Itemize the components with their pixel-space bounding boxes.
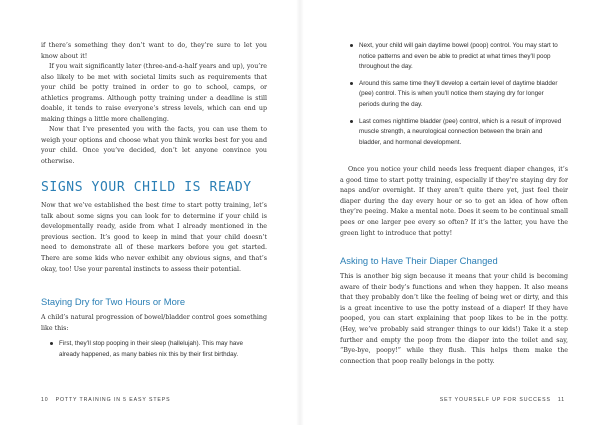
paragraph: This is another big sign because it means that your child is becoming aware of their body’s functions and when they happen. It also means that they probably don’t like the feeling of being wet or dirty, and this is a great incentive to use the potty instead of a diaper! If they have pooped, you can start explaining that poop likes to be in the potty. (Hey, we’ve probably said stranger things to our kids!) Take it a step further and empty the poop from the diaper into the toilet and say, “Bye-bye, poopy!” while they flush. This helps them make the connection that poop really belongs in the potty. [340, 273, 568, 365]
list-item: Next, your child will gain daytime bowel (poop) control. You may start to notice patterns and even be able to predict at what times they’ll poop throughout the day. [350, 41, 564, 73]
footer-right [440, 397, 572, 403]
footer-left [34, 397, 171, 403]
bullet-icon [50, 342, 53, 345]
running-title: SET YOURSELF UP FOR SUCCESS [439, 397, 551, 403]
bullet-icon [350, 82, 353, 85]
paragraph: A child’s natural progression of bowel/bladder control goes something like this: [41, 314, 267, 332]
page-number: 11 [557, 397, 565, 403]
page-number: 10 [41, 397, 49, 403]
right-page [300, 0, 600, 425]
section-heading: SIGNS YOUR CHILD IS READY [41, 180, 252, 195]
paragraph: Now that I’ve presented you with the facts, you can use them to weigh your options and choose what you think works best for you and your child. Once you’ve decided, don’t let anyone convince you otherwise. [41, 126, 267, 165]
subheading: Asking to Have Their Diaper Changed [340, 255, 498, 266]
bullet-list [50, 339, 264, 366]
paragraph: Once you notice your child needs less frequent diaper changes, it’s a good time to start potty training, especially if they’re staying dry for naps and/or overnight. If they aren’t quite there yet, just feel their diaper during the day every hour or so to get an idea of how often they’re peeing. Make a mental note. Does it seem to be continual small pees or one larger pee every so often? If it’s the latter, you have the green light to introduce that potty! [340, 166, 568, 237]
bullet-icon [350, 44, 353, 47]
bullet-icon [350, 120, 353, 123]
paragraph: if there’s something they don’t want to do, they’re sure to let you know about it! [41, 42, 267, 60]
paragraph: If you wait significantly later (three-and-a-half years and up), you’re also likely to be met with societal limits such as requirements that your child be potty trained in order to go to school, camps, or athletics programs. Although potty training under a deadline is still doable, it tends to raise everyone’s stress levels, which can end up making things a little more challenging. [41, 63, 267, 123]
running-title: POTTY TRAINING IN 5 EASY STEPS [55, 397, 171, 403]
bullet-list [350, 41, 564, 154]
subheading: Staying Dry for Two Hours or More [41, 296, 186, 307]
list-item: First, they’ll stop pooping in their sleep (hallelujah). This may have already happened, as many babies nix this by their first birthday. [50, 339, 264, 360]
list-item: Last comes nighttime bladder (pee) control, which is a result of improved muscle strength, a neurological connection between the brain and bladder, and hormonal development. [350, 117, 564, 149]
list-item: Around this same time they’ll develop a certain level of daytime bladder (pee) control. This is when you’ll notice them staying dry for longer periods during the day. [350, 79, 564, 111]
paragraph: Now that we’ve established the best time to start potty training, let’s talk about some signs you can look for to determine if your child is developmentally ready, aside from what I already mentioned in the previous section. It’s good to keep in mind that your child doesn’t need to demonstrate all of these markers before you get started. There are some kids who never exhibit any obvious signs, and that’s okay, too! Use your parental instincts to assess their potential. [41, 202, 268, 273]
